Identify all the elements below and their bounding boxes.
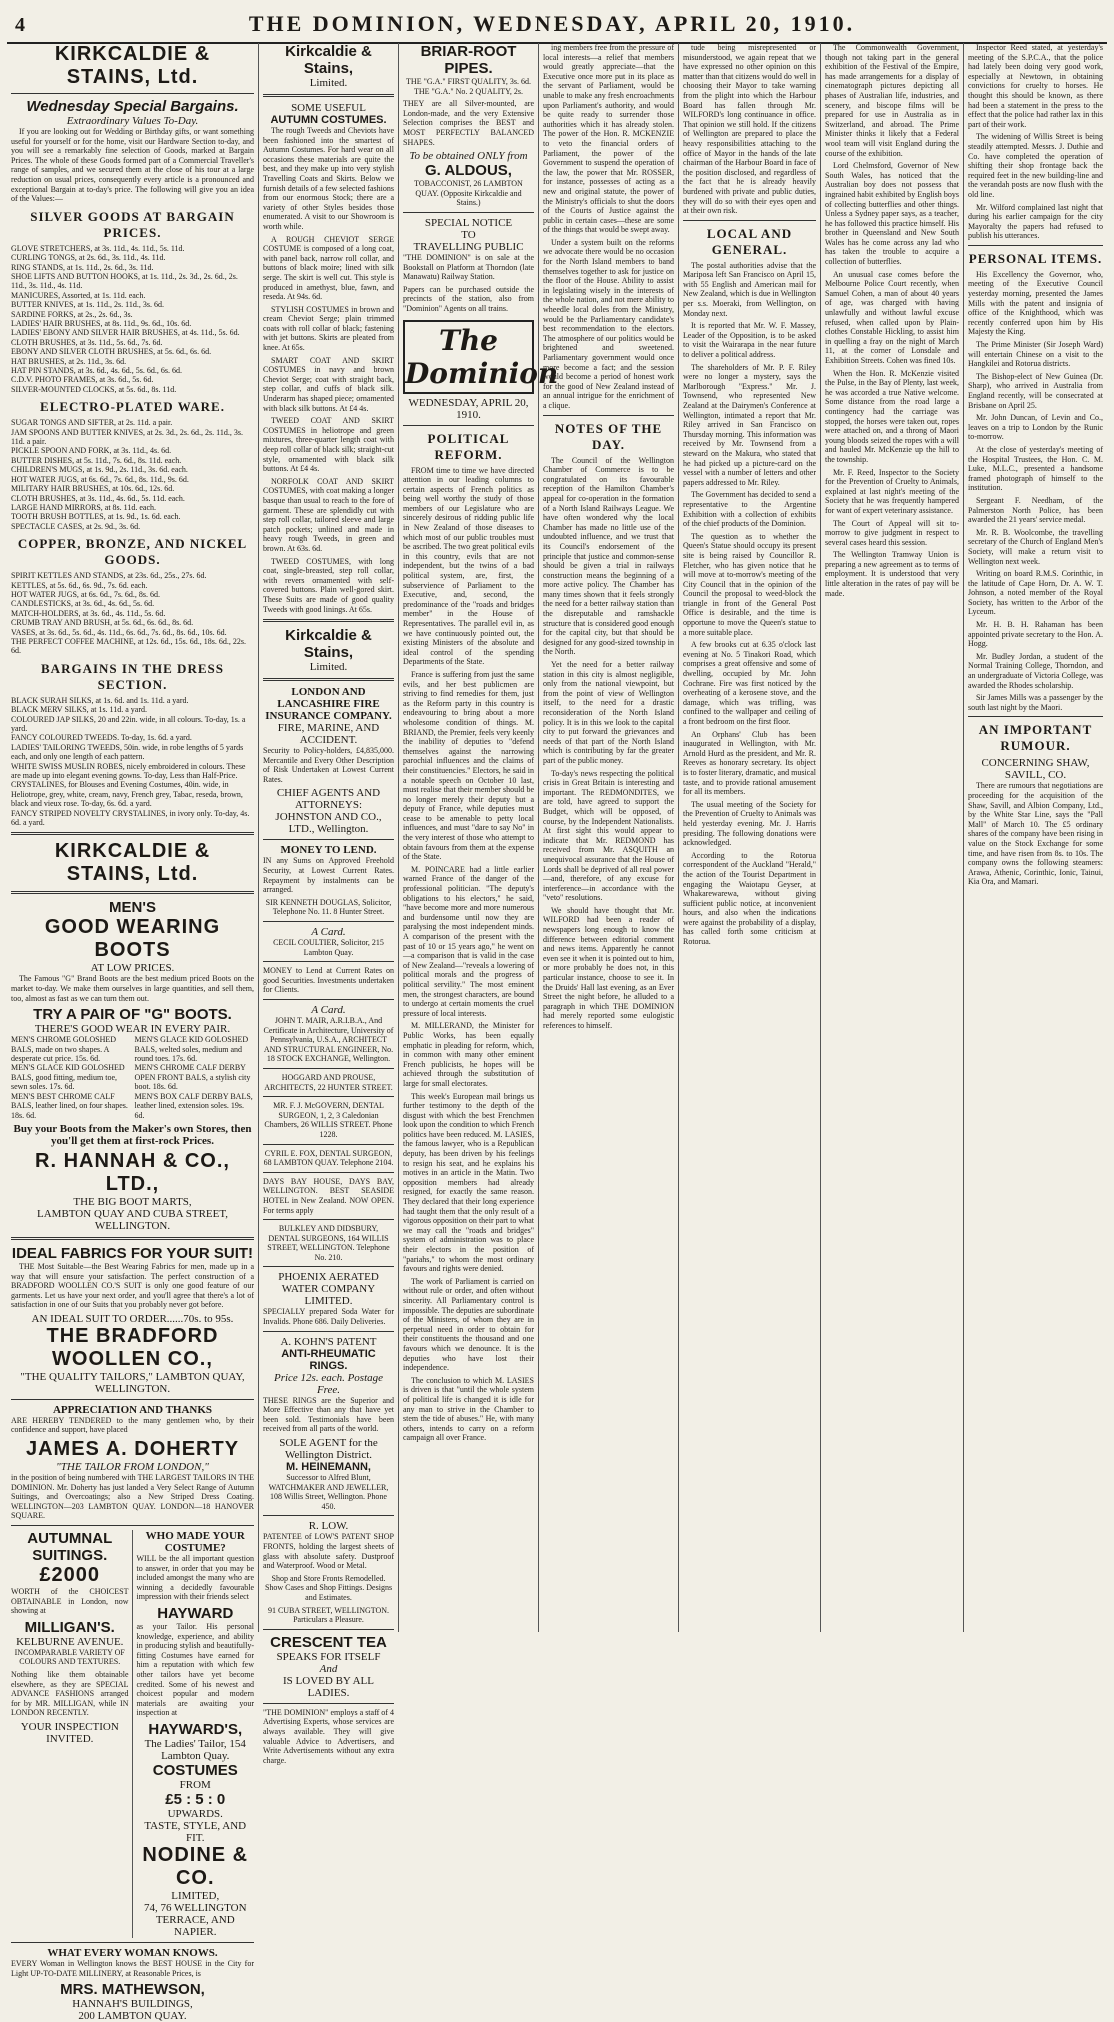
local-head: LOCAL AND GENERAL. <box>706 225 793 257</box>
dress-list <box>11 696 254 828</box>
travelling-public: TRAVELLING PUBLIC <box>413 240 524 253</box>
rings-text: THESE RINGS are the Superior and More Effective than any that have yet been sold. Testimonials have been received from all parts of the world. <box>263 1395 394 1434</box>
incomparable: INCOMPARABLE VARIETY OF COLOURS AND TEXTURES. <box>14 1647 125 1667</box>
every-woman: WHAT EVERY WOMAN KNOWS. <box>47 1946 218 1959</box>
from: FROM <box>179 1778 211 1791</box>
hannah-address: LAMBTON QUAY AND CUBA STREET, WELLINGTON. <box>37 1207 228 1232</box>
note-para: The Council of the Wellington Chamber of Commerce is to be congratulated on its favourable reception of the Hamilton Chamber's appeal for co-operation in the formation of a North Island Railways League. We have often wondered why the local Chamber has made no little use of the undoubted influence, and we trust that its Council's endorsement of the principle that justice and common-sense should be given a trial in railways construction means the beginning of a more active policy. The Chamber has many times shown that it feels strongly the need for a better railway station than the disreputable and ramshackle structure that is considered good enough for the capital city, but that should be designed for any good-sized township in the North. <box>543 455 674 657</box>
column-5 <box>679 43 821 1632</box>
local-cont: The Commonwealth Government, though not taking part in the general exhibition of the Festival of the Empire, has made arrangements for a display of cinematograph pictures depicting all phases of Australian life, industries, and scenery, and biscope films will be prepared for use in Australia as in Switzerland, and abroad. The Prime Minister thinks it likely that a Federal wool team will visit England during the course of the exhibition. <box>825 43 959 158</box>
mcgovern: MR. F. J. McGOVERN, DENTAL SURGEON, 1, 2, 3 Caledonian Chambers, 26 WILLIS STREET. Phone 1228. <box>264 1101 393 1139</box>
special-notice: SPECIAL NOTICE <box>424 216 513 229</box>
briar-head: BRIAR-ROOT PIPES. <box>420 43 517 77</box>
lead-para: M. MILLERAND, the Minister for Public Works, has been equally emphatic in pleading for reform, which, in common with many other eminent French publicists, he hopes will be achieved through the substitution of large for small electorates. <box>403 1021 534 1088</box>
list-item: BUTTER KNIVES, at 1s. 11d., 2s. 11d., 3s. 6d. <box>11 300 164 310</box>
copper-list <box>11 571 254 656</box>
list-item: CLOTH BRUSHES, at 3s. 11d., 4s. 6d., 5s. 11d. each. <box>11 493 185 503</box>
personal-para: Mr. Budley Jordan, a student of the Normal Training College, Thorndon, and an undergraduate of Victoria College, was awarded the Rhodes scholarship. <box>968 651 1103 690</box>
hoggard: HOGGARD AND PROUSE, ARCHITECTS, 22 HUNTER STREET. <box>264 1072 393 1092</box>
suitings: SUITINGS. <box>32 1547 108 1565</box>
list-item: MILITARY HAIR BRUSHES, at 10s. 6d., 12s. 6d. <box>11 484 175 494</box>
local-para: The postal authorities advise that the Mariposa left San Francisco on April 15, with 55 English and American mail for New Zealand, which is due in Wellington per s.s. Moeraki, from Wellington, on Monday next. <box>683 260 816 318</box>
coultier: CECIL COULTIER, Solicitor, 215 Lambton Quay. <box>273 938 384 957</box>
list-item: CRYSTALINES, for Blouses and Evening Costumes, 40in. wide, in Heliotrope, grey, white, cream, navy, French grey, Tabac, reseda, brown, black and vieux rose. To-day, 6s. 6d. a yard. <box>11 780 243 809</box>
autumn-costumes: AUTUMN COSTUMES. <box>270 114 387 126</box>
boots-head: GOOD WEARING BOOTS <box>44 916 221 962</box>
list-item: MEN'S BEST CHROME CALF BALS, leather lined, on four shapes. 18s. 6d. <box>11 1091 128 1120</box>
hayward-address: The Ladies' Tailor, 154 Lambton Quay. <box>144 1737 246 1762</box>
agents: CHIEF AGENTS AND ATTORNEYS: <box>276 787 381 812</box>
hannah-sub: THE BIG BOOT MARTS, <box>73 1195 192 1208</box>
list-item: EBONY AND SILVER CLOTH BRUSHES, at 5s. 6d., 6s. 6d. <box>11 347 212 357</box>
nodine-address: 74, 76 WELLINGTON TERRACE, AND NAPIER. <box>143 1901 247 1938</box>
list-item: C.D.V. PHOTO FRAMES, at 3s. 6d., 5s. 6d. <box>11 375 154 385</box>
rings: ANTI-RHEUMATIC RINGS. <box>281 1347 376 1372</box>
list-item: HOT WATER JUGS, at 6s. 6d., 7s. 6d., 8s. 11d., 9s. 6d. <box>11 474 189 484</box>
costume-item: STYLISH COSTUMES in brown and cream Cheviot Serge; plain trimmed coats with roll collar of black; fastening with jet buttons. Skirts are pleated from knee. At 65s. <box>263 304 394 353</box>
costume-item: SMART COAT AND SKIRT COSTUMES in navy and brown Cheviot Serge; coat with straight back, step collar, and cuffs of black silk. Underarm has shaped piece; ornamented with black silk buttons. At £4 4s. <box>263 355 394 413</box>
lead-cont: ing members free from the pressure of local interests—a relief that members would greatly appreciate—that the Executive once more put in its place as the servant of Parliament, would be unable to make any fresh encroachments upon Parliament's authority, and would be quite ready to surrender those authorities which it has already stolen. The power of the Hon. R. MCKENZIE to veto the financial orders of Parliament, the power of the Government to suspend the operation of the law, the power that Mr. ROSSER, for instance, possesses of acting as a new and original statute, the power of the Ministry's officials to shut the doors of the Courts of Justice against the public in certain cases—these are some of the things that would be swept away. <box>543 43 674 235</box>
haywards: HAYWARD'S, <box>148 1720 243 1738</box>
k-s-firm-title-2: KIRKCALDIE & STAINS, Ltd. <box>54 840 211 886</box>
aldous: G. ALDOUS, <box>425 162 512 180</box>
doherty-name: JAMES A. DOHERTY <box>25 1438 240 1461</box>
costumes-intro: The rough Tweeds and Cheviots have been fashioned into the smartest of Autumn Costumes. For hard wear on all occasions these materials are quite the best, and they make up into very stylish Travelling Coats and Skirts. Below we furnish details of a few selected fashions from our enormous Stock; there are a variety of other Styles besides those enumerated. A visit to our Showroom is worth while. <box>263 126 394 231</box>
local-para: It is reported that Mr. W. F. Massey, Leader of the Opposition, is to be asked to visit the Wairarapa in the near future to deliver a political address. <box>683 321 816 360</box>
list-item: CANDLESTICKS, at 3s. 6d., 4s. 6d., 5s. 6d. <box>11 599 155 609</box>
costume-item: TWEED COAT AND SKIRT COSTUMES in heliotrope and green mixtures, three-quarter length coat with deep roll collar of black silk; straight-cut style, ornamented with black silk buttons. At £4 4s. <box>263 416 394 474</box>
phoenix-text: SPECIALLY prepared Soda Water for Invalids. Phone 686. Daily Deliveries. <box>263 1307 394 1327</box>
bargains-title: Wednesday Special Bargains. <box>26 98 239 115</box>
personal-para: Mr. R. B. Woolcombe, the travelling secretary of the Church of England Men's Society, will make a return visit to Wellington next week. <box>968 527 1103 566</box>
briar-only: To be obtained ONLY from <box>409 150 528 163</box>
list-item: SPIRIT KETTLES AND STANDS, at 23s. 6d., 25s., 27s. 6d. <box>11 571 207 581</box>
lancs-text: Security to Policy-holders, £4,835,000. Mercantile and Every Other Description of Risk Undertaken at Lowest Current Rates. <box>263 746 394 784</box>
list-item: LADIES' HAIR BRUSHES, at 8s. 11d., 9s. 6d., 10s. 6d. <box>11 319 192 328</box>
local-cont: An unusual case comes before the Melbourne Police Court recently, when Samuel Cohen, a man of about 40 years of age, was charged with having unlawfully and without lawful excuse refused, when called upon by Plain-clothes Constable Hickling, to assist him in quelling a fray on the night of March 11, at the corner of Lonsdale and Exhibition Streets. Cohen was fined 10s. <box>825 269 959 365</box>
list-item: MEN'S GLACE KID GOLOSHED BALS, good fitting, medium toe, sewn soles. 17s. 6d. <box>11 1063 125 1092</box>
speaks: SPEAKS FOR ITSELF <box>276 1650 381 1663</box>
personal-para: Writing on board R.M.S. Corinthic, in the latitude of Cape Horn, Dr. A. W. T. Johnson, a noted member of the Royal Society, has written to the Arbor of the Lyceum. <box>968 569 1103 617</box>
bottom-ads <box>11 1530 254 1938</box>
ideal-text: THE Most Suitable—the Best Wearing Fabrics for men, made up in a way that will ensure your satisfaction. The perfect construction of a BRADFORD WOOLLEN CO.'S SUIT is only one good feature of our garments. Let us have your next order, and you'll agree that there's a lot of satisfaction in one of our Suits that you probably never got before. <box>11 1261 254 1310</box>
nodine: NODINE & CO. <box>142 1843 249 1889</box>
some-useful: SOME USEFUL <box>291 102 366 114</box>
ideal-head: IDEAL FABRICS FOR YOUR SUIT! <box>11 1244 254 1262</box>
notes-head: NOTES OF THE DAY. <box>554 420 663 452</box>
heinemann: M. HEINEMANN, <box>286 1461 371 1474</box>
the-dominion-flag: The Dominion <box>403 320 534 394</box>
list-item: FANCY STRIPED NOVELTY CRYSTALINES, in ivory only. To-day, 4s. 6d. a yard. <box>11 808 250 828</box>
bradford-name: THE BRADFORD WOOLLEN CO., <box>46 1324 219 1370</box>
local-cont: The Wellington Tramway Union is preparing a new agreement as to terms of employment. It is understood that very little alteration in the rates of pay will be made. <box>825 550 959 598</box>
list-item: CHILDREN'S MUGS, at 1s. 9d., 2s. 11d., 3s. 6d. each. <box>11 465 188 475</box>
column-2 <box>259 43 399 1765</box>
appreciation-head: APPRECIATION AND THANKS <box>52 1403 213 1416</box>
notes-cont: tude being misrepresented or misunderstood, we again repeat that we have expressed no other opinion on this matter than that citizens would do well in choosing their Mayor to take warning from the plight into which the Harbour Board has fallen through Mr. WILFORD's long continuance in office. That opinion we still hold. If the citizens of Wellington are prepared to place the heavy responsibilities attaching to the office of Mayor in the hands of the late chairman of the Harbour Board in face of the position disclosed, and regardless of the fact that he is already heavily burdened with private and public duties, they will do so with their eyes open and at their own risk. <box>683 43 816 216</box>
mathewson-text: EVERY Woman in Wellington knows the BEST HOUSE in the City for Light UP-TO-DATE MILLINERY, at Reasonable Prices, is <box>11 1958 254 1978</box>
list-item: CRUMB TRAY AND BRUSH, at 5s. 6d., 6s. 6d., 8s. 6d. <box>11 618 194 628</box>
mens-head: MEN'S <box>109 899 156 917</box>
masthead <box>7 7 1107 44</box>
milligan-text: Nothing like them obtainable elsewhere, as they are SPECIAL ADVANCE FASHIONS arranged for by MR. MILLIGAN, while IN LONDON RECENTLY. <box>11 1670 129 1718</box>
copper-head: COPPER, BRONZE, AND NICKEL GOODS. <box>17 536 248 568</box>
upwards: UPWARDS. <box>167 1807 223 1820</box>
list-item: MEN'S GLACE KID GOLOSHED BALS, welted soles, medium and round toes. 17s. 6d. <box>134 1035 249 1064</box>
masthead-title: THE DOMINION, WEDNESDAY, APRIL 20, 1910. <box>248 11 856 36</box>
list-item: MEN'S CHROME GOLOSHED BALS, made on two shapes. A desperate cut price. 15s. 6d. <box>11 1035 117 1064</box>
try-sub: THERE'S GOOD WEAR IN EVERY PAIR. <box>34 1023 231 1036</box>
list-item: KETTLES, at 5s. 6d., 6s. 9d., 7s. 6d. each. <box>11 580 148 590</box>
local-cont: Inspector Reed stated, at yesterday's meeting of the S.P.C.A., that the police had lately been doing very good work, especially at Newtown, in obtaining convictions for cruelty to horses. He thought this should be known, as there had been a statement in the press to the effect that the police had rather lax in this part of their work. <box>968 43 1103 129</box>
list-item: LADIES' TAILORING TWEEDS, 50in. wide, in robe lengths of 5 yards each, and only one length of each pattern. <box>11 742 244 762</box>
ideal-order: AN IDEAL SUIT TO ORDER......70s. to 95s. <box>31 1312 234 1325</box>
costume-item: TWEED COSTUMES, with long coat, single-breasted, step roll collar, with revers ornamented with self-covered buttons. Plain well-gored skirt. These Suits are made of good quality Tweeds with good linings. At 65s. <box>263 556 394 614</box>
lead-para: France is suffering from just the same evils, and her best publicmen are striving to find remedies for them, just as the Reform party in this country is endeavouring to bring about a more wholesome condition of things. M. BRIAND, the Premier, feels very keenly the inability of deputies to "defend themselves against the narrowing parochial influences and the claims of their constituencies." Electors, he said in a notable speech on October 10 last, must realise that their member should be no longer merely their deputy but a deputy of France, while deputies must cease to be amenable to petty local influences, and must "dare to say No" in the very interest of those who attempt to obtain favours from them at the expense of the State. <box>403 669 534 862</box>
column-6 <box>821 43 964 1632</box>
local-para: A few brooks cut at 6.35 o'clock last evening at No. 5 Tinakori Road, which comprises a great offensive and some of dwelling, occupied by Mr. John Cochrane. Fire was first noticed by the overheating of a kerosene stove, and the damage, which was trifling, was confined to the wallpaper and ceiling of a front bedroom on the first floor. <box>683 640 816 726</box>
notice-text-2: Papers can be purchased outside the precincts of the station, also from "Dominion" Agents on all trains. <box>403 284 534 313</box>
rumour-head: AN IMPORTANT RUMOUR. <box>978 722 1093 754</box>
personal-para: At the close of yesterday's meeting of the Hospital Trustees, the Hon. C. M. Luke, M.L.C., presented a handsome framed photograph of himself to the institution. <box>968 444 1103 493</box>
silver-head: SILVER GOODS AT BARGAIN PRICES. <box>30 208 235 240</box>
days-bay: DAYS BAY HOUSE, DAYS BAY, WELLINGTON. BEST SEASIDE HOTEL in New Zealand. NOW OPEN. For terms apply <box>263 1176 394 1215</box>
kelburne: KELBURNE AVENUE. <box>16 1635 124 1648</box>
boots-buy: Buy your Boots from the Maker's own Stores, then you'll get them at first-rock Prices. <box>13 1122 252 1147</box>
list-item: MEN'S CHROME CALF DERBY OPEN FRONT BALS, a stylish city boot. 18s. 6d. <box>134 1063 251 1092</box>
list-item: MEN'S BOX CALF DERBY BALS, leather lined, extension soles. 19s. 6d. <box>134 1091 253 1120</box>
dominion-ad: "THE DOMINION" employs a staff of 4 Advertising Experts, whose services are always available. They will give valuable Advice to Advertisers, and Write Advertisements without any extra charge. <box>263 1707 394 1765</box>
lancs-sub: FIRE, MARINE, AND ACCIDENT. <box>277 722 380 747</box>
k-s-ltd: Limited. <box>309 77 348 89</box>
try-head: TRY A PAIR OF "G" BOOTS. <box>33 1006 232 1024</box>
k-s-firm-title: KIRKCALDIE & STAINS, Ltd. <box>54 43 211 88</box>
column-7 <box>964 43 1107 1632</box>
doherty-text: in the position of being numbered with THE LARGEST TAILORS IN THE DOMINION. Mr. Doherty has just landed a Very Select Range of Autumn Suitings, and Overcoatings; also a New Striped Dress Coating. WELLINGTON—203 LAMBTON QUAY. LONDON—18 HANOVER SQUARE. <box>11 1473 254 1521</box>
who-text: WILL be the all important question to answer, in order that you may be included amongst the many who are winning a decidedly favourable impression with their friends select <box>136 1554 254 1602</box>
electro-list <box>11 418 254 531</box>
personal-para: Sir James Mills was a passenger by the south last night by the Maori. <box>968 693 1103 712</box>
column-4 <box>539 43 679 1632</box>
local-cont: When the Hon. R. McKenzie visited the Pulse, in the Bay of Plenty, last week, he was accorded a true Native welcome. Some distance from the road large a contingency had the carriage was stopped, the horses were taken out, ropes were attached on, and a throng of Maori young bloods seized the ropes with a will and hauled Mr. McKenzie up the hill to the township. <box>825 368 959 464</box>
list-item: HAT PIN STANDS, at 3s. 6d., 4s. 6d., 5s. 6d., 6s. 6d. <box>11 366 183 376</box>
lead-para: The conclusion to which M. LASIES is driven is that "until the whole system of political life is changed it is idle for any man to strive in the Chamber to stem the tide of abuses." He, with many others, intends to carry on a reform campaign all over France. <box>403 1375 534 1443</box>
to: TO <box>461 228 476 241</box>
list-item: SHOE LIFTS AND BUTTON HOOKS, at 1s. 11d., 2s. 3d., 2s. 6d., 2s. 11d., 3s. 11d., 4s. 11d. <box>11 271 238 291</box>
list-item: TOOTH BRUSH BOTTLES, at 1s. 9d., 1s. 6d. each. <box>11 512 181 522</box>
personal-para: Mr. John Duncan, of Levin and Co., leaves on a trip to London by the Runic to-morrow. <box>968 413 1103 442</box>
list-item: PICKLE SPOON AND FORK, at 3s. 11d., 4s. 6d. <box>11 446 172 456</box>
personal-head: PERSONAL ITEMS. <box>968 250 1103 266</box>
boots-sub: AT LOW PRICES. <box>90 962 175 975</box>
list-item: CURLING TONGS, at 2s. 6d., 3s. 11d., 4s. 11d. <box>11 253 166 263</box>
lead-para: M. POINCARE had a little earlier warned France of the danger of the professional politician. "The deputy's obligations to his electors," he said, "have become more and more numerous and burdensome until now they are paralysing the most independent minds. A comparison of the present with the past of 10 or 15 years ago," he went on—a comparison that is valid in the case of New Zealand—"reveals a lowering of political morals and the progress of political servility." The most eminent men, the strongest characters, are bound to undergo at certain moments the cruel pressure of local interests. <box>403 864 534 1018</box>
local-para: The usual meeting of the Society for the Prevention of Cruelty to Animals was held yesterday evening. Mr. J. Harris presiding. The following donations were acknowledged. <box>683 799 816 848</box>
worth-amount: £2000 <box>39 1564 101 1587</box>
rumour-para: There are rumours that negotiations are proceeding for the acquisition of the Shaw, Savill, and Albion Company, Ltd., by the White Star Line, says the "Pall Mall" of March 10. The £5 ordinary shares of the company have been rising in value on the Stock Exchange for some time, and have risen from 8s. to 10s. The company owns the following steamers: Arawa, Athenic, Corinthic, Ionic, Tainui, Kia Ora, and Mamari. <box>968 781 1103 887</box>
list-item: LADIES' EBONY AND SILVER HAIR BRUSHES, at 4s. 11d., 5s. 6d. <box>11 328 240 338</box>
note-para: Yet the need for a better railway station in this city is almost negligible, only from the national viewpoint, but from the point of view of Wellington itself, to the need for a drastic reconsideration of the North Island policy. It is in this we look to the capital city to put forward the grievances and needs of that part of the North Island which is contributing by far the greater part of the public money. <box>543 660 674 765</box>
list-item: COLOURED JAP SILKS, 20 and 22in. wide, in all colours. To-day, 1s. a yard. <box>11 714 246 733</box>
list-item: BLACK SURAH SILKS, at 1s. 6d. and 1s. 11d. a yard. <box>11 695 189 705</box>
list-item: BUTTER DISHES, at 5s. 11d., 7s. 6d., 8s. 11d. each. <box>11 455 182 465</box>
lead-para: FROM time to time we have directed attention in our leading columns to certain aspects of French politics as being well worthy the study of those members of our Legislature who are sincerely desirous of ridding public life in New Zealand of those diseases to which most of our public troubles must be ascribed. The two great political evils in this country, evils that are not independent, but the twins of a bad political system, are, first, the subservience of Parliament to the Executive, and, second, the predominance of the "roads and bridges member" in the House of Representatives. The parallel evil in, as we have continuously pointed out, the existing Ministers of the absolute and ideal control of the spending Departments of the State. <box>403 465 534 667</box>
list-item: MANICURES, Assorted, at 1s. 11d. each. <box>11 290 146 300</box>
list-item: MATCH-HOLDERS, at 3s. 6d., 4s. 11d., 5s. 6d. <box>11 608 166 618</box>
local-para: An Orphans' Club has been inaugurated in Wellington, with Mr. Arnold Hurd as the president, and Mr. R. Reeves as honorary secretary. Its object is to foster literary, dramatic, and musical taste, and to provide rational amusement for all its members. <box>683 729 816 797</box>
local-cont: Mr. F. Reed, Inspector to the Society for the Prevention of Cruelty to Animals, explained at last night's meeting of the Society that he was frequently hampered for want of expert veterinary assistance. <box>825 467 959 515</box>
lead-cont: Under a system built on the reforms we advocate there would be no occasion for the North Island members to band themselves together to ask for justice on the floor of the House. Ability to assist in legislating wisely in the interests of the whole nation, and not mere ability to wheedle local doles from the Ministry, would be the Parliamentary candidate's best recommendation to the electors. The atmosphere of our politics would be brightened and sweetened. Parliamentary government would once more become a fact; and the session would become a period of honest work for the good of New Zealand instead of an annual intrigue for the enrichment of a clique. <box>543 237 674 410</box>
notice-text: "THE DOMINION" is on sale at the Bookstall on Platform at Thorndon (late Manawatu) Railway Station. <box>403 252 534 282</box>
boots-text: The Famous "G" Brand Boots are the best medium priced Boots on the market to-day. We make them ourselves in large quantities, and sell them, too, almost as fast as we can turn them out. <box>11 974 254 1003</box>
local-cont: Mr. Wilford complained last night that during his earlier campaign for the city Mayoralty the papers had refused to publish his utterances. <box>968 202 1103 241</box>
columns <box>7 43 1107 2022</box>
sole-agent: SOLE AGENT for the Wellington District. <box>279 1437 378 1462</box>
list-item: SARDINE FORKS, at 2s., 2s. 6d., 3s. <box>11 309 133 319</box>
inspection: YOUR INSPECTION INVITED. <box>20 1720 119 1745</box>
list-item: VASES, at 3s. 6d., 5s. 6d., 4s. 11d., 6s. 6d., 7s. 6d., 8s. 6d., 10s. 6d. <box>11 627 227 637</box>
johnston: JOHNSTON AND CO., LTD., Wellington. <box>275 811 382 836</box>
and: And <box>319 1662 338 1675</box>
low: R. LOW. <box>308 1520 349 1533</box>
phoenix: PHOENIX AERATED WATER COMPANY LIMITED. <box>278 1271 379 1308</box>
column-1 <box>7 43 259 2022</box>
local-para: The shareholders of Mr. P. F. Riley were no longer a mystery, says the Marlborough "Express." Mr. J. Townsend, who represented New Zealand at the Dairymen's Conference at Wellington, intimated a report that Mr. Riley arrived in San Francisco on Thursday morning. This information was received by Mr. Townsend from a steward on the Makura, who stated that he had picked up a picture-card on the vessel with a number of letters and other papers addressed to Mr. Riley. <box>683 362 816 487</box>
lead-para: The work of Parliament is carried on without rule or order, and often without sincerity. All Parliamentary control is impossible. The deputies are subordinate of the Ministers, of whom they are in perpetual need in order to obtain for their constituents the thousand and one favours which we denounce. It is the deputies who have lost their independence. <box>403 1276 534 1373</box>
hannah-name: R. HANNAH & CO., LTD., <box>35 1149 230 1195</box>
k-s-firm-col2-b: Kirkcaldie & Stains, <box>285 627 372 662</box>
crescent-tea: CRESCENT TEA <box>270 1633 387 1651</box>
who-head: WHO MADE YOUR COSTUME? <box>145 1530 245 1555</box>
lead-head: POLITICAL REFORM. <box>427 430 510 462</box>
low-addr-2: 91 CUBA STREET, WELLINGTON. Particulars a Pleasure. <box>267 1605 390 1625</box>
card-2: A Card. <box>311 1004 346 1016</box>
list-item: GLOVE STRETCHERS, at 3s. 11d., 4s. 11d., 5s. 11d. <box>11 243 185 253</box>
bargains-intro: If you are looking out for Wedding or Birthday gifts, or want something useful for yourself or for the home, visit our Hardware Section to-day, and you will see a remarkably fine selection of Goods, marked at Bargain Prices. The whole of these Goods formed part of a Commercial Traveller's range of samples, and we secured them at the close of his tour at a large reduction on usual prices, consequently every article is a pronounced and exceptional Bargain at to-day's price. The following will give you an idea of the Values:— <box>11 127 254 204</box>
list-item: WHITE SWISS MUSLIN ROBES, nicely embroidered in colours. These are made up into elegant evening gowns. To-day, Less than Half-Price. <box>11 761 246 781</box>
newspaper-page <box>7 7 1107 2022</box>
silver-list <box>11 244 254 395</box>
doherty-pre: ARE HEREBY TENDERED to the many gentlemen who, by their confidence and support, have placed <box>11 1415 254 1435</box>
page-number: 4 <box>15 14 25 36</box>
list-item: HAT BRUSHES, at 2s. 11d., 3s. 6d. <box>11 356 127 366</box>
aldous-addr: TOBACCONIST, 26 LAMBTON QUAY. (Opposite Kirkcaldie and Stains.) <box>414 179 523 208</box>
briar-text: THEY are all Silver-mounted, are London-made, and the very Extensive Selection comprises the BEST and MOST PERFECTLY BALANCED SHAPES. <box>403 99 534 147</box>
note-para: To-day's news respecting the political crisis in Great Britain is interesting and important. The REDMONDITES, we are told, have agreed to support the Budget, which will be opposed, of course, by the Independent Nationalists. At first sight this would appear to indicate that Mr. REDMOND has received from Mr. ASQUITH an unequivocal assurance that the House of Lords shall be deprived of all real power—and, therefore, of any excuse for interference—in accordance with the "veto" resolutions. <box>543 768 674 903</box>
low-addr: Shop and Store Fronts Remodelled. Show Cases and Shop Fittings. Designs and Estimates. <box>264 1573 393 1602</box>
list-item: SPECTACLE CASES, at 2s. 9d., 3s. 6d. <box>11 521 141 531</box>
money-to-lend: MONEY TO LEND. <box>280 844 377 857</box>
list-item: FANCY COLOURED TWEEDS. To-day, 1s. 6d. a yard. <box>11 733 192 743</box>
personal-para: His Excellency the Governor, who, meeting of the Executive Council yesterday morning, presented the James Mills with the patent and insignia of office of the Knighthood, which was recently conferred upon him by His Majesty the King. <box>968 269 1103 337</box>
card-1: A Card. <box>311 926 346 939</box>
list-item: CLOTH BRUSHES, at 3s. 11d., 5s. 6d., 7s. 6d. <box>11 337 163 347</box>
personal-para: Sergeant F. Needham, of the Palmerston North Police, has been awarded the 21 years' service medal. <box>968 495 1103 525</box>
bradford-sub: "THE QUALITY TAILORS," LAMBTON QUAY, WELLINGTON. <box>20 1370 245 1395</box>
list-item: LARGE HAND MIRRORS, at 8s. 11d. each. <box>11 502 157 512</box>
local-para: The question as to whether the Queen's Statue should occupy its present site is being raised by Councillor R. Fletcher, who has given notice that he will move at to-morrow's meeting of the City Council that in the opinion of the Council the proposal to weed-block the triangle in front of the General Post Office is desirable, and the time is opportune to move the Queen's statue to a more suitable place. <box>683 531 816 637</box>
k-s-firm-col2: Kirkcaldie & Stains, <box>285 43 372 77</box>
heinemann-text: Successor to Alfred Blunt, WATCHMAKER AND JEWELLER, 108 Willis Street, Wellington. Phone 450. <box>268 1473 389 1511</box>
list-item: HOT WATER JUGS, at 6s. 6d., 7s. 6d., 8s. 6d. <box>11 589 161 599</box>
costumes: COSTUMES <box>152 1761 238 1779</box>
hayward-ad <box>137 1530 255 1938</box>
list-item: JAM SPOONS AND BUTTER KNIVES, at 2s. 3d., 2s. 6d., 2s. 11d., 3s. 11d. a pair. <box>11 427 243 447</box>
list-item: RING STANDS, at 1s. 11d., 2s. 6d., 3s. 11d. <box>11 262 154 272</box>
local-cont: The Court of Appeal will sit to-morrow to give judgment in respect to several cases heard this session. <box>825 518 959 547</box>
nodine-ltd: LIMITED, <box>171 1889 220 1902</box>
list-item: THE PERFECT COFFEE MACHINE, at 12s. 6d., 15s. 6d., 18s. 6d., 22s. 6d. <box>11 636 246 656</box>
local-para: The Government has decided to send a representative to the Argentine Exhibition with a collection of exhibits of the chief products of the Dominion. <box>683 490 816 529</box>
autumnal: AUTUMNAL <box>27 1530 113 1548</box>
personal-para: The Bishop-elect of New Guinea (Dr. Sharp), who arrived in Australia from England recently, will be consecrated at Brisbane on April 25. <box>968 371 1103 410</box>
k-s-ltd-2: Limited. <box>309 661 348 674</box>
hayward: HAYWARD <box>157 1605 234 1622</box>
milligan-ad <box>11 1530 133 1938</box>
column-3 <box>399 43 559 1632</box>
local-cont: Lord Chelmsford, Governor of New South Wales, has noticed that the Australian boy does not possess that ingrained habit exhibited by English boys of collecting butterflies and other things. Unless a Sydney paper says, as a teacher, he has followed this practice himself. His brother in Queensland and New South Wales has he come across any lad who has taken the trouble to acquire a collection of butterflies. <box>825 161 959 267</box>
electro-head: ELECTRO-PLATED WARE. <box>40 399 225 415</box>
hayward-text: as your Tailor. His personal knowledge, experience, and ability in producing stylish and beautifully-fitting Costumes have earned for him a reputation with which few other tailors have yet become credited. Some of his newest and choicest popular and modern materials are awaiting your inspection at <box>136 1622 254 1718</box>
taste: TASTE, STYLE, AND FIT. <box>144 1819 247 1844</box>
rings-price: Price 12s. each. Postage Free. <box>273 1371 384 1396</box>
dress-head: BARGAINS IN THE DRESS SECTION. <box>41 660 224 692</box>
dateline: WEDNESDAY, APRIL 20, 1910. <box>408 396 529 421</box>
doherty-tag: "THE TAILOR FROM LONDON," <box>56 1461 209 1474</box>
money-text: IN any Sums on Approved Freehold Security, at Lowest Current Rates. Repayment by instalments can be arranged. <box>263 856 394 895</box>
worth-text: WORTH of the CHOICEST OBTAINABLE in London, now showing at <box>11 1587 129 1616</box>
loved: IS LOVED BY ALL LADIES. <box>283 1674 374 1699</box>
money-2: MONEY to Lend at Current Rates on good Securities. Investments undertaken for Clients. <box>263 966 394 995</box>
list-item: SUGAR TONGS AND SIFTER, at 2s. 11d. a pair. <box>11 418 173 428</box>
local-para: According to the Rotorua correspondent of the Auckland "Herald," the action of the Tourist Department in engaging the Waiotapu Geyser, at Whakarewarewa, without giving sufficient public notice, at inconvenient hours, and also when the indications were against the probability of a display, has called forth some criticism at Rotorua. <box>683 850 816 947</box>
costume-item: NORFOLK COAT AND SKIRT COSTUMES, with coat making a longer basque than usual to reach to the fore of garment. These are splendidly cut with step roll collar, tailored sleeve and large patch pockets; unlined and made in heavy rough Tweeds, in green and brown. At 63s. 6d. <box>263 476 394 553</box>
mathewson-addr-1: HANNAH'S BUILDINGS, <box>72 1998 193 2011</box>
low-text: PATENTEE of LOW'S PATENT SHOP FRONTS, holding the largest sheets of glass with absolute safety. Dustproof and Waterproof. Wood or Metal. <box>263 1532 394 1571</box>
price: £5 : 5 : 0 <box>165 1790 226 1808</box>
milligans: MILLIGAN'S. <box>24 1618 115 1636</box>
lancs-insurance: LONDON AND LANCASHIRE FIRE INSURANCE COMPANY. <box>265 686 392 723</box>
mair: JOHN T. MAIR, A.R.I.B.A., And Certificate in Architecture, University of Pennsylvania, U.S.A., ARCHITECT AND STRUCTURAL ENGINEER, No. 18 STOCK EXCHANGE, Wellington. <box>263 1016 394 1064</box>
bargains-sub: Extraordinary Values To-Day. <box>66 115 199 127</box>
rumour-sub: CONCERNING SHAW, SAVILL, CO. <box>981 757 1090 782</box>
costume-item: A ROUGH CHEVIOT SERGE COSTUME is composed of a long coat, with panel back, narrow roll collar, and buttons of black moire; lined with silk serge. The skirt is well cut. This style is produced in amethyst, blue, fawn, and reseda. At 94s. 6d. <box>263 234 394 302</box>
lead-para: This week's European mail brings us further testimony to the depth of the disgust with which the best Frenchmen look upon the condition to which French politics have been reduced. M. LASIES, the famous lawyer, who is a Republican deputy, has been driven by his feelings to resign his seat, and he explains his motives in an article in the Matin. Two opposition members had already resigned, for exactly the same reason. They declared that their long experience had taught them that the only result of a vigorous opposition on their part to what we may call the "roads and bridges" system of administration was to place their electors in the position of "pariahs," to whom the most ordinary favours and rights were denied. <box>403 1091 534 1274</box>
note-para: We should have thought that Mr. WILFORD had been a reader of newspapers long enough to know the difference between editorial comment and news items. Apparently he cannot even see it when it is pointed out to him, or more probably he does not, in this particular instance, choose to see it. In the Druids' Hall last evening, as an Ever Street the night before, he alluded to a paragraph in which THE DOMINION had merely reported some eulogistic references to himself. <box>543 905 674 1030</box>
mathewson: MRS. MATHEWSON, <box>60 1981 205 1999</box>
bulkley: BULKLEY AND DIDSBURY, DENTAL SURGEONS, 164 WILLIS STREET, WELLINGTON. Telephone No. 210. <box>267 1224 390 1262</box>
boots-list <box>11 1035 254 1120</box>
list-item: BLACK MERV SILKS, at 1s. 11d. a yard. <box>11 705 148 715</box>
personal-para: The Prime Minister (Sir Joseph Ward) will entertain Chinese on a visit to the Hangkilei and Rotorua districts. <box>968 340 1103 369</box>
mathewson-addr-2: 200 LAMBTON QUAY. <box>78 2010 187 2022</box>
briar-sub: THE "G.A." FIRST QUALITY, 3s. 6d. THE "G.A." No. 2 QUALITY, 2s. <box>406 77 531 96</box>
list-item: SILVER-MOUNTED CLOCKS, at 5s. 6d., 8s. 11d. <box>11 384 177 394</box>
local-cont: The widening of Willis Street is being steadily attempted. Messrs. J. Duthie and Co. have completed the operation of shifting their shop frontage back the required feet in the new building-line and the verandah posts are now flush with the old line. <box>968 132 1103 199</box>
kennedy: SIR KENNETH DOUGLAS, Solicitor, Telephone No. 11. 8 Hunter Street. <box>265 897 392 917</box>
kohn: A. KOHN'S PATENT <box>280 1335 377 1348</box>
fox: CYRIL E. FOX, DENTAL SURGEON, 68 LAMBTON QUAY. Telephone 2104. <box>263 1148 394 1168</box>
personal-para: Mr. H. B. H. Rahaman has been appointed private secretary to the Hon. A. Hogg. <box>968 620 1103 649</box>
